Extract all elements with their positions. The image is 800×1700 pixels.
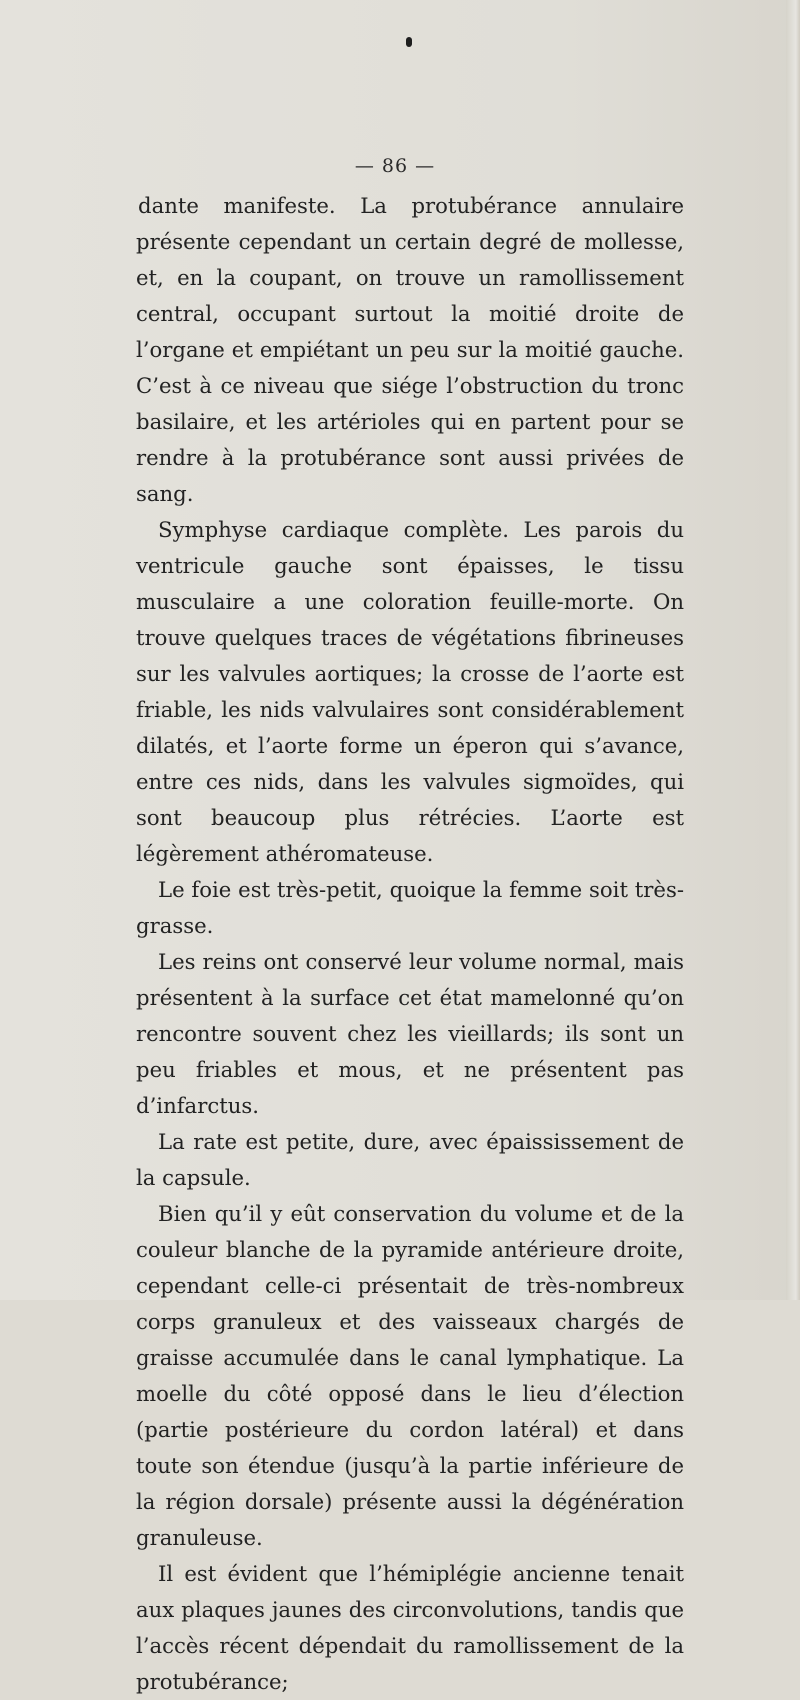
body-text <box>136 188 684 1700</box>
page-edge <box>786 0 800 1300</box>
paragraph: Bien qu’il y eût conservation du volume et de la couleur blanche de la pyramide antérieure droite, cependant celle-ci présentait de très-nombreux corps granuleux et des vaisseaux chargés de graisse accumulée dans le canal lymphatique. La moelle du côté opposé dans le lieu d’élection (partie postérieure du cordon latéral) et dans toute son étendue (jusqu’à la partie inférieure de la région dorsale) présente aussi la dégénération granuleuse. <box>136 1201 684 1550</box>
paragraph: Il est évident que l’hémiplégie ancienne tenait aux plaques jaunes des circonvolutions, tandis que l’accès récent dépendait du ramollissement de la protubérance; <box>136 1561 684 1694</box>
ink-dot <box>406 37 412 47</box>
paragraph: dante manifeste. La protubérance annulaire présente cependant un certain degré de mollesse, et, en la coupant, on trouve un ramollissement central, occupant surtout la moitié droite de l’organe et empiétant un peu sur la moitié gauche. C’est à ce niveau que siége l’obstruction du tronc basilaire, et les artérioles qui en partent pour se rendre à la protubérance sont aussi privées de sang. <box>136 193 684 506</box>
paragraph: La rate est petite, dure, avec épaississement de la capsule. <box>136 1129 684 1190</box>
page-number: — 86 — <box>354 155 436 177</box>
paragraph: Symphyse cardiaque complète. Les parois du ventricule gauche sont épaisses, le tissu musculaire a une coloration feuille-morte. On trouve quelques traces de végétations fibrineuses sur les valvules aortiques; la crosse de l’aorte est friable, les nids valvulaires sont considérablement dilatés, et l’aorte forme un éperon qui s’avance, entre ces nids, dans les valvules sigmoïdes, qui sont beaucoup plus rétrécies. L’aorte est légèrement athéromateuse. <box>136 517 684 866</box>
paragraph: Les reins ont conservé leur volume normal, mais présentent à la surface cet état mamelonné qu’on rencontre souvent chez les vieillards; ils sont un peu friables et mous, et ne présentent pas d’infarctus. <box>136 949 684 1118</box>
paragraph: Le foie est très-petit, quoique la femme soit très-grasse. <box>136 877 684 938</box>
